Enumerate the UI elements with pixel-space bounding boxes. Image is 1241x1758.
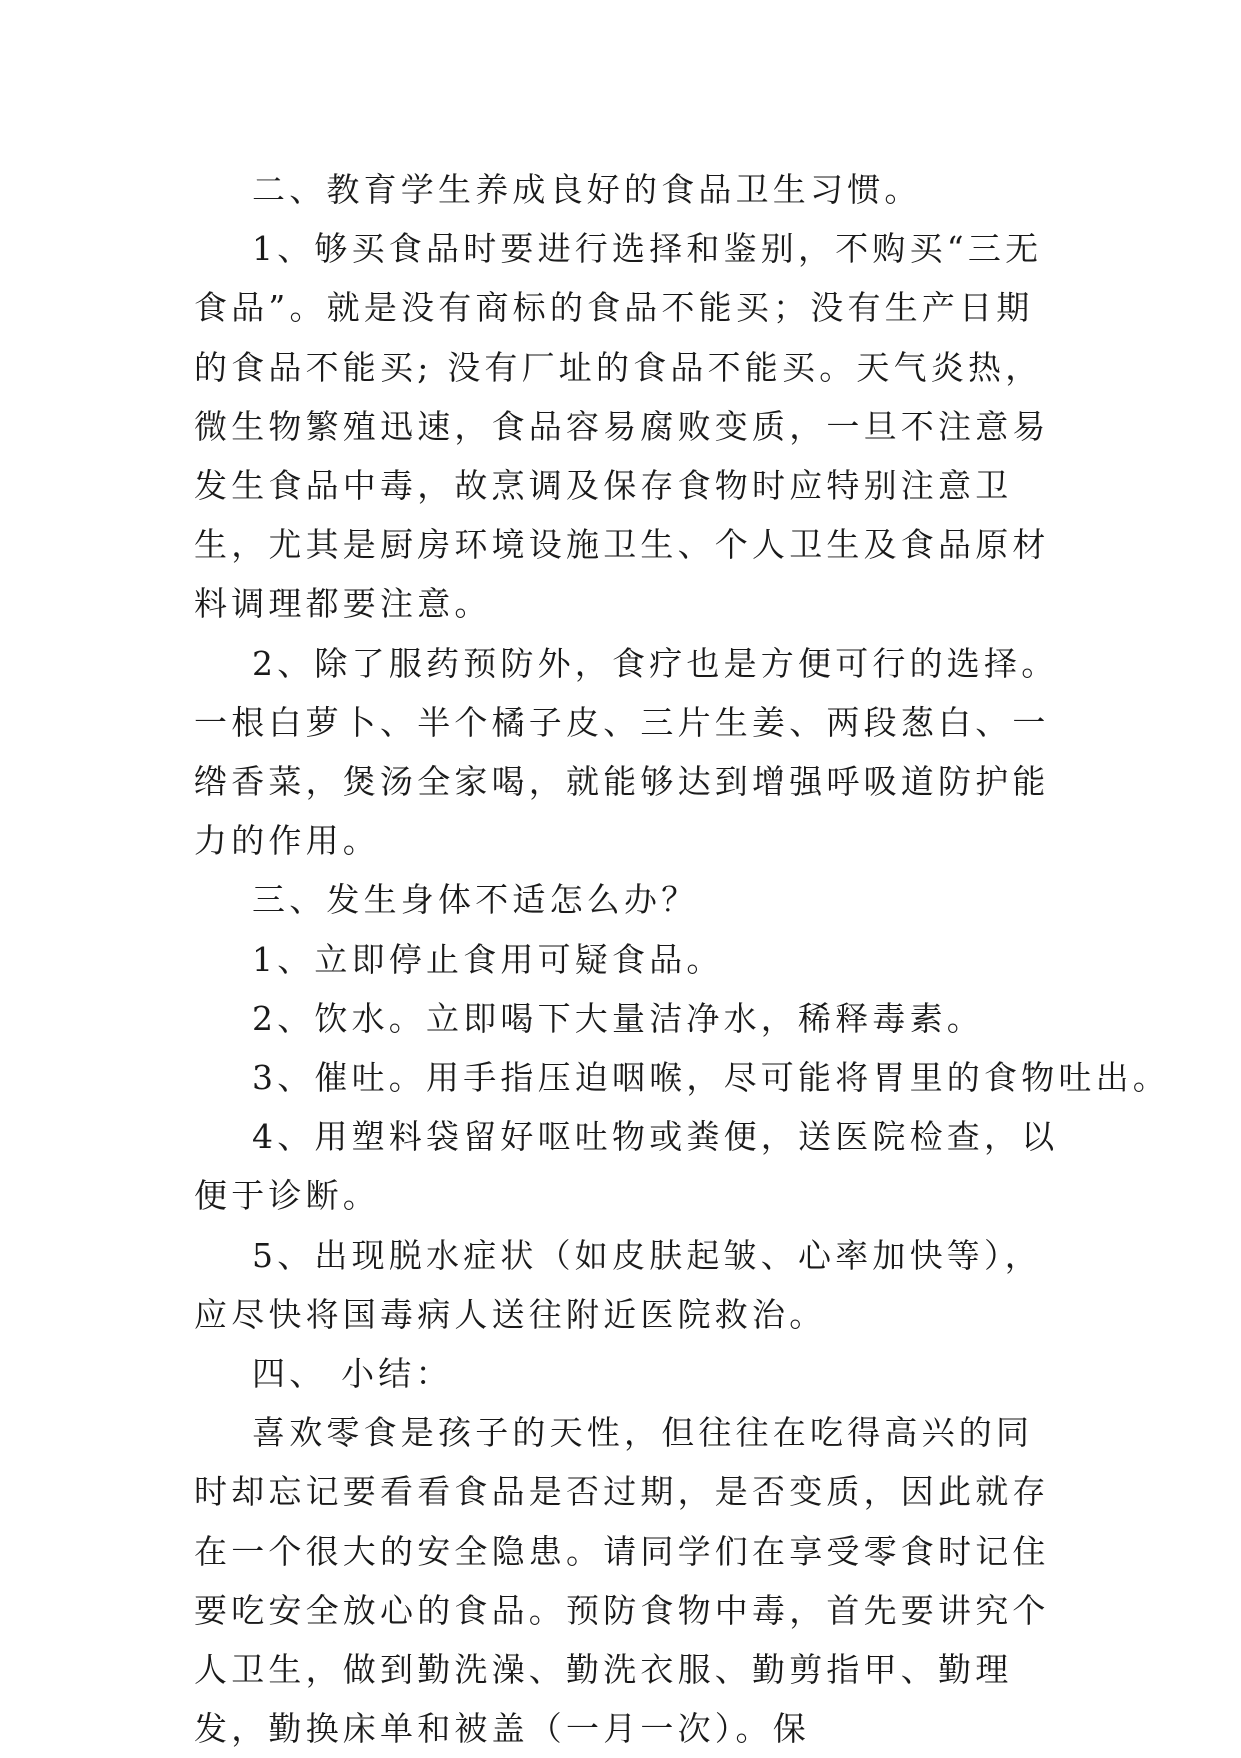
document-body: [194, 160, 1170, 1758]
list-item-stop-eating: 1、立即停止食用可疑食品。: [252, 939, 724, 979]
section-heading-summary: 四、 小结：: [252, 1354, 453, 1394]
section-heading-discomfort: 三、发生身体不适怎么办？: [252, 880, 699, 920]
paragraph-summary: 喜欢零食是孩子的天性，但往往在吃得高兴的同时却忘记要看看食品是否过期，是否变质，因此就存在一个很大的安全隐患。请同学们在享受零食时记住要吃安全放心的食品。预防食物中毒，首先要讲究个人卫生，做到勤洗澡、勤洗衣服、勤剪指甲、勤理发，勤换床单和被盖（一月一次）。保: [194, 1413, 1050, 1749]
list-item-dehydration: 5、出现脱水症状（如皮肤起皱、心率加快等），应尽快将国毒病人送往附近医院救治。: [194, 1235, 1042, 1334]
paragraph-buying-food: 1、够买食品时要进行选择和鉴别，不购买“三无食品”。就是没有商标的食品不能买；没有生产日期的食品不能买; 没有厂址的食品不能买。天气炎热，微生物繁殖迅速，食品容易腐败变质，一旦不注意易发生食品中毒，故烹调及保存食物时应特别注意卫生，尤其是厨房环境设施卫生、个人卫生及食品原材料调理都要注意。: [194, 229, 1050, 624]
section-heading-food-hygiene: 二、教育学生养成良好的食品卫生习惯。: [252, 170, 922, 209]
list-item-keep-samples: 4、用塑料袋留好呕吐物或粪便，送医院检查，以便于诊断。: [194, 1117, 1059, 1216]
list-item-induce-vomiting: 3、催吐。用手指压迫咽喉，尽可能将胃里的食物吐出。: [252, 1058, 1170, 1098]
list-item-drink-water: 2、饮水。立即喝下大量洁净水，稀释毒素。: [252, 998, 984, 1038]
paragraph-diet-therapy: 2、除了服药预防外，食疗也是方便可行的选择。一根白萝卜、半个橘子皮、三片生姜、两段葱白、一绺香菜，煲汤全家喝，就能够达到增强呼吸道防护能力的作用。: [194, 643, 1059, 861]
